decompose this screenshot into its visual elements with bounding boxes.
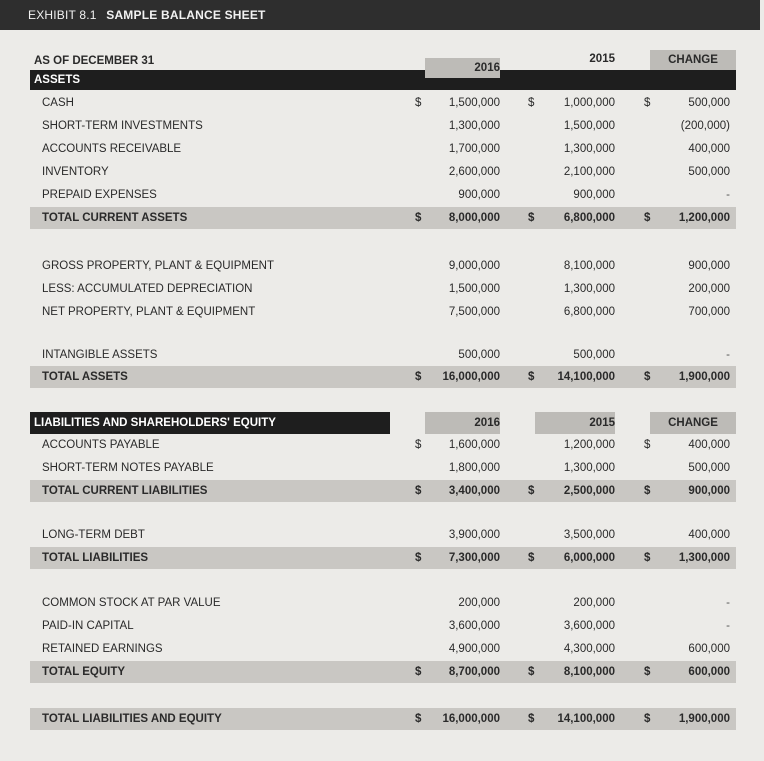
value-2015: 1,300,000: [563, 143, 615, 155]
value-2016: 1,300,000: [448, 120, 500, 132]
value-change: 200,000: [688, 283, 730, 295]
row-label: INTANGIBLE ASSETS: [42, 349, 158, 361]
row-label: TOTAL CURRENT ASSETS: [42, 212, 188, 224]
asset-row-accounts-receivable: [30, 138, 736, 160]
row-label: LESS: ACCUMULATED DEPRECIATION: [42, 283, 253, 295]
value-change: 400,000: [688, 529, 730, 541]
value-2016: 200,000: [458, 597, 500, 609]
value-2016: 3,400,000: [448, 485, 500, 497]
value-2015: 8,100,000: [563, 666, 615, 678]
currency-sign: $: [528, 371, 535, 383]
liabilities-col-2015: 2015: [535, 412, 615, 434]
value-2016: 9,000,000: [448, 260, 500, 272]
value-2015: 3,500,000: [563, 529, 615, 541]
value-2016: 900,000: [458, 189, 500, 201]
currency-sign: $: [415, 552, 422, 564]
long-term-debt-row: [30, 524, 736, 546]
liability-row-accounts-payable: [30, 434, 736, 456]
currency-sign: $: [644, 371, 651, 383]
value-2016: 1,600,000: [448, 439, 500, 451]
row-label: CASH: [42, 97, 74, 109]
value-2015: 1,500,000: [563, 120, 615, 132]
currency-sign: $: [415, 371, 422, 383]
row-label: TOTAL ASSETS: [42, 371, 128, 383]
value-2015: 200,000: [573, 597, 615, 609]
currency-sign: $: [644, 552, 651, 564]
value-2015: 900,000: [573, 189, 615, 201]
liabilities-header-row: [30, 412, 736, 434]
currency-sign: $: [644, 666, 651, 678]
value-2015: 4,300,000: [563, 643, 615, 655]
row-label: SHORT-TERM NOTES PAYABLE: [42, 462, 214, 474]
row-label: TOTAL EQUITY: [42, 666, 126, 678]
value-2016: 2,600,000: [448, 166, 500, 178]
currency-sign: $: [528, 552, 535, 564]
value-change: 1,300,000: [678, 552, 730, 564]
liabilities-col-change: CHANGE: [650, 412, 736, 434]
value-change: 1,200,000: [678, 212, 730, 224]
row-label: PREPAID EXPENSES: [42, 189, 157, 201]
value-2015: 6,000,000: [563, 552, 615, 564]
liability-row-short-term-notes: [30, 457, 736, 479]
row-label: INVENTORY: [42, 166, 109, 178]
value-2015: 6,800,000: [563, 212, 615, 224]
currency-sign: $: [644, 97, 651, 109]
value-2015: 6,800,000: [563, 306, 615, 318]
value-change: 400,000: [688, 143, 730, 155]
currency-sign: $: [415, 485, 422, 497]
currency-sign: $: [644, 439, 651, 451]
value-2015: 500,000: [573, 349, 615, 361]
value-change: 900,000: [688, 260, 730, 272]
value-2016: 1,500,000: [448, 283, 500, 295]
currency-sign: $: [528, 713, 535, 725]
value-change: 500,000: [688, 462, 730, 474]
assets-header-row: [30, 70, 736, 90]
value-change: -: [726, 620, 730, 632]
value-2016: 500,000: [458, 349, 500, 361]
value-2015: 2,100,000: [563, 166, 615, 178]
value-2016: 4,900,000: [448, 643, 500, 655]
total-equity-row: [30, 661, 736, 683]
value-change: 500,000: [688, 97, 730, 109]
value-change: -: [726, 597, 730, 609]
ppe-row-gross: [30, 255, 736, 277]
row-label: NET PROPERTY, PLANT & EQUIPMENT: [42, 306, 256, 318]
currency-sign: $: [415, 212, 422, 224]
equity-row-paid-in-capital: [30, 615, 736, 637]
currency-sign: $: [528, 212, 535, 224]
ppe-row-net: [30, 301, 736, 323]
value-2015: 14,100,000: [557, 713, 615, 725]
as-of-label: AS OF DECEMBER 31: [34, 55, 155, 67]
currency-sign: $: [528, 666, 535, 678]
row-label: TOTAL LIABILITIES: [42, 552, 149, 564]
value-2016: 3,900,000: [448, 529, 500, 541]
currency-sign: $: [644, 212, 651, 224]
row-label: RETAINED EARNINGS: [42, 643, 163, 655]
currency-sign: $: [415, 97, 422, 109]
total-current-liabilities-row: [30, 480, 736, 502]
value-2015: 8,100,000: [563, 260, 615, 272]
value-2016: 3,600,000: [448, 620, 500, 632]
row-label: SHORT-TERM INVESTMENTS: [42, 120, 203, 132]
value-2015: 1,200,000: [563, 439, 615, 451]
intangible-assets-row: [30, 344, 736, 366]
value-change: 600,000: [688, 666, 730, 678]
assets-col-change: CHANGE: [650, 50, 736, 70]
currency-sign: $: [415, 666, 422, 678]
total-liabilities-row: [30, 547, 736, 569]
value-change: 600,000: [688, 643, 730, 655]
liabilities-header-bar: [30, 412, 390, 434]
total-current-assets-row: [30, 207, 736, 229]
ppe-row-depreciation: [30, 278, 736, 300]
value-change: 900,000: [688, 485, 730, 497]
row-label: GROSS PROPERTY, PLANT & EQUIPMENT: [42, 260, 274, 272]
exhibit-title-bar: [0, 0, 760, 30]
total-liabilities-and-equity-row: [30, 708, 736, 730]
value-2016: 1,800,000: [448, 462, 500, 474]
value-change: 1,900,000: [678, 713, 730, 725]
value-change: 700,000: [688, 306, 730, 318]
value-change: 400,000: [688, 439, 730, 451]
exhibit-title: SAMPLE BALANCE SHEET: [106, 8, 266, 22]
row-label: PAID-IN CAPITAL: [42, 620, 134, 632]
equity-row-common-stock: [30, 592, 736, 614]
asset-row-prepaid-expenses: [30, 184, 736, 206]
assets-as-of-row: [30, 50, 736, 72]
row-label: ACCOUNTS RECEIVABLE: [42, 143, 182, 155]
value-2016: 7,500,000: [448, 306, 500, 318]
value-change: (200,000): [680, 120, 730, 132]
exhibit-number: EXHIBIT 8.1: [28, 8, 97, 22]
liabilities-header: LIABILITIES AND SHAREHOLDERS' EQUITY: [34, 417, 276, 429]
currency-sign: $: [528, 485, 535, 497]
value-2015: 2,500,000: [563, 485, 615, 497]
value-2015: 1,300,000: [563, 462, 615, 474]
total-assets-row: [30, 366, 736, 388]
row-label: ACCOUNTS PAYABLE: [42, 439, 160, 451]
value-change: -: [726, 349, 730, 361]
value-2016: 8,000,000: [448, 212, 500, 224]
value-2016: 1,700,000: [448, 143, 500, 155]
asset-row-inventory: [30, 161, 736, 183]
asset-row-short-term-investments: [30, 115, 736, 137]
value-2016: 7,300,000: [448, 552, 500, 564]
currency-sign: $: [415, 439, 422, 451]
currency-sign: $: [644, 713, 651, 725]
value-change: 500,000: [688, 166, 730, 178]
value-2016: 8,700,000: [448, 666, 500, 678]
value-2016: 1,500,000: [448, 97, 500, 109]
assets-header: ASSETS: [34, 74, 81, 86]
equity-row-retained-earnings: [30, 638, 736, 660]
value-2015: 1,000,000: [563, 97, 615, 109]
liabilities-col-2016: 2016: [425, 412, 500, 434]
value-2015: 14,100,000: [557, 371, 615, 383]
row-label: TOTAL CURRENT LIABILITIES: [42, 485, 208, 497]
value-2015: 1,300,000: [563, 283, 615, 295]
currency-sign: $: [644, 485, 651, 497]
currency-sign: $: [528, 97, 535, 109]
value-change: 1,900,000: [678, 371, 730, 383]
currency-sign: $: [415, 713, 422, 725]
row-label: TOTAL LIABILITIES AND EQUITY: [42, 713, 222, 725]
assets-col-2016: 2016: [425, 58, 500, 78]
value-2016: 16,000,000: [442, 713, 500, 725]
value-2016: 16,000,000: [442, 371, 500, 383]
row-label: COMMON STOCK AT PAR VALUE: [42, 597, 221, 609]
asset-row-cash: [30, 92, 736, 114]
value-change: -: [726, 189, 730, 201]
value-2015: 3,600,000: [563, 620, 615, 632]
assets-col-2015: 2015: [589, 53, 615, 65]
row-label: LONG-TERM DEBT: [42, 529, 145, 541]
